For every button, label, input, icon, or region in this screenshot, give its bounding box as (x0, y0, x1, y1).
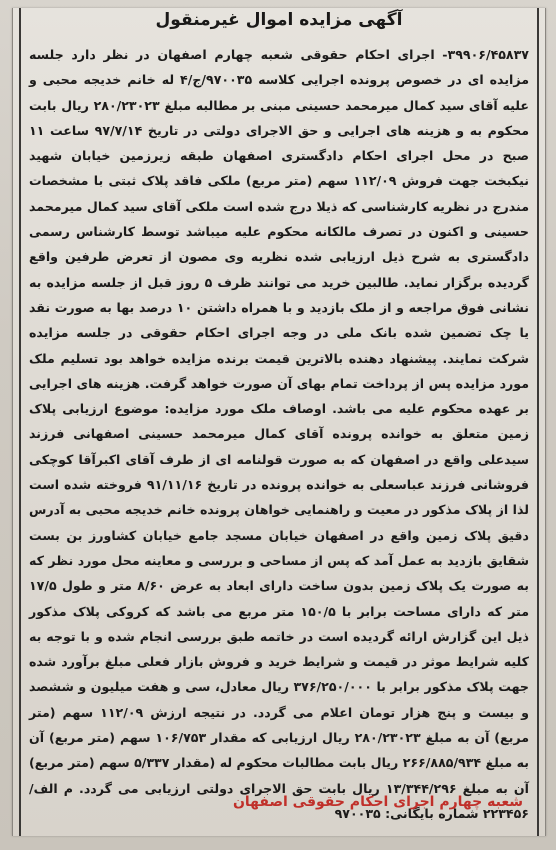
right-column-rule (537, 8, 539, 836)
newspaper-clipping (12, 8, 546, 836)
notice-title: آگهی مزایده اموال غیرمنقول (155, 10, 403, 30)
left-column-rule (19, 8, 21, 836)
notice-body: ۳۹۹۰۶/۴۵۸۳۷- اجرای احکام حقوقی شعبه چهارم اصفهان در نظر دارد جلسه مزایده ای در خصوص پرونده اجرایی کلاسه ۹۷۰۰۳۵/ج/۴ له خانم خدیجه محبی و علیه آقای سید کمال میرمحمد حسینی مبنی بر مطالبه مبلغ ۲۸۰/۲۳۰۲۳ ریال بابت محکوم به و هزینه های اجرایی و حق الاجرای دولتی در تاریخ ۹۷/۷/۱۴ ساعت ۱۱ صبح در محل اجرای احکام دادگستری اصفهان طبقه زیرزمین خیابان شهید نیکبخت جهت فروش ۱۱۲/۰۹ سهم (متر مربع) ملکی فاقد پلاک ثبتی با مشخصات مندرج در نظریه کارشناسی که ذیلا درج شده است ملکی آقای سید کمال میرمحمد حسینی و اکنون در تصرف مالکانه محکوم علیه میباشد توسط کارشناس رسمی دادگستری به شرح ذیل ارزیابی شده نظریه وی مصون از تعرض طرفین واقع گردیده برگزار نماید. طالبین خرید می توانند ظرف ۵ روز قبل از جلسه مزایده به نشانی فوق مراجعه و از ملک بازدید و با همراه داشتن ۱۰ درصد بها به صورت نقد یا چک تضمین شده بانک ملی در وجه اجرای احکام حقوقی در جلسه مزایده شرکت نمایند. پیشنهاد دهنده بالاترین قیمت برنده مزایده خواهد بود تسلیم ملک مورد مزایده پس از پرداخت تمام بهای آن صورت خواهد گرفت. هزینه های اجرایی بر عهده محکوم علیه می باشد. اوصاف ملک مورد مزایده: موضوع ارزیابی پلاک زمین متعلق به خوانده پرونده آقای کمال میرمحمد حسینی اصفهانی فرزند سیدعلی واقع در اصفهان که به صورت قولنامه ای از طرف آقای اکبرآقا کوچکی فروشانی فرزند عباسعلی به خوانده پرونده در تاریخ ۹۱/۱۱/۱۶ فروخته شده است لذا از پلاک مذکور در معیت و راهنمایی خواهان پرونده خانم خدیجه محبی به آدرس دقیق پلاک زمین واقع در اصفهان خیابان مسجد جامع خیابان کشاورز بن بست شقایق بازدید به عمل آمد که پس از مساحی و بررسی و معاینه محل مورد نظر که به صورت یک پلاک زمین بدون ساخت دارای ابعاد به عرض ۸/۶۰ متر و طول ۱۷/۵ متر که دارای مساحت برابر با ۱۵۰/۵ متر مربع می باشد که کروکی پلاک مذکور ذیل این گزارش ارائه گردیده است در خاتمه طبق بررسی انجام شده و با توجه به کلیه شرایط موثر در قیمت و شرایط خرید و فروش بازار فعلی مبلغ برآورد شده جهت پلاک مذکور برابر با ۳۷۶/۲۵۰/۰۰۰ ریال معادل، سی و هفت میلیون و ششصد و بیست و پنج هزار تومان اعلام می گردد. در نتیجه ارزش ۱۱۲/۰۹ سهم (متر مربع) آن به مبلغ ۲۸۰/۲۳۰۲۳ ریال ارزیابی که مقدار ۱۰۶/۷۵۳ سهم (متر مربع) آن به مبلغ ۲۶۶/۸۸۵/۹۳۴ ریال بابت مطالبات محکوم له (مقدار ۵/۳۳۷ سهم (متر مربع) آن به مبلغ ۱۳/۳۴۴/۲۹۶ ریال بابت حق الاجرای دولتی ارزیابی می گردد. م الف/۲۲۳۴۵۶ شماره بایگانی: ۹۷۰۰۳۵ (29, 47, 530, 821)
issuing-office-signature: شعبه چهارم اجرای احکام حقوقی اصفهان (232, 794, 523, 810)
